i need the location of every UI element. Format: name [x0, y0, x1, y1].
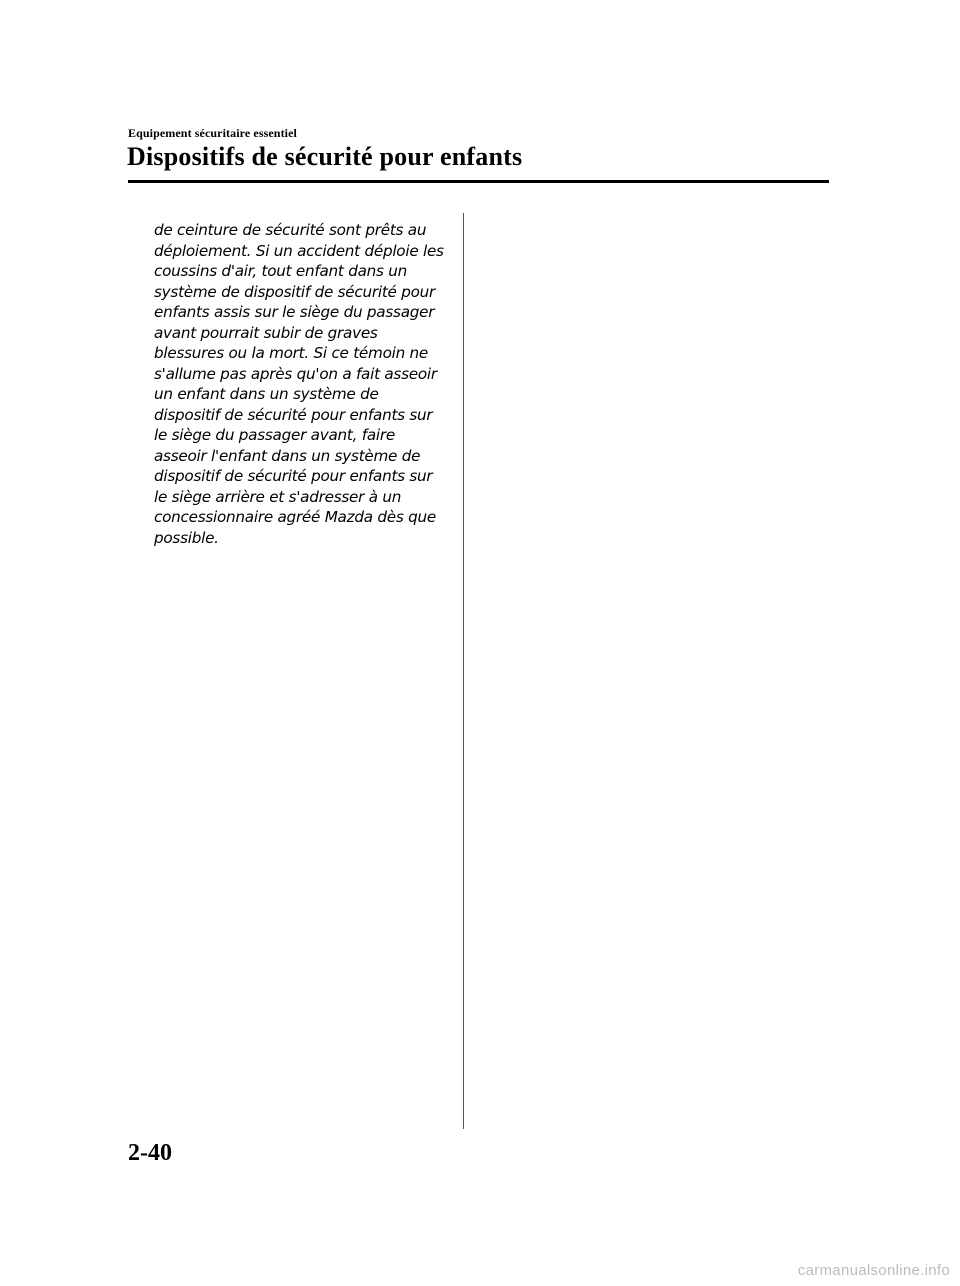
text-line: avant pourrait subir de graves — [154, 323, 378, 342]
text-line: système de dispositif de sécurité pour — [154, 282, 436, 301]
text-line: de ceinture de sécurité sont prêts au — [154, 221, 427, 239]
text-line: le siège du passager avant, faire — [154, 426, 395, 444]
page-title: Dispositifs de sécurité pour enfants — [127, 142, 523, 171]
text-line: déploiement. Si un accident déploie les — [154, 241, 444, 260]
text-line: possible. — [154, 528, 219, 547]
text-line: dispositif de sécurité pour enfants sur — [154, 467, 433, 485]
text-line: coussins d'air, tout enfant dans un — [154, 262, 408, 280]
watermark: carmanualsonline.info — [797, 1262, 950, 1279]
text-line: blessures ou la mort. Si ce témoin ne — [154, 344, 429, 362]
page-number: 2-40 — [128, 1140, 172, 1166]
column-divider — [463, 213, 464, 1129]
text-line: un enfant dans un système de — [154, 385, 379, 403]
section-label: Equipement sécuritaire essentiel — [128, 126, 297, 140]
text-line: s'allume pas après qu'on a fait asseoir — [154, 364, 437, 383]
text-line: dispositif de sécurité pour enfants sur — [154, 405, 433, 424]
text-line: concessionnaire agréé Mazda dès que — [154, 508, 436, 526]
text-line: asseoir l'enfant dans un système de — [154, 446, 421, 465]
title-rule — [128, 180, 829, 183]
text-line: enfants assis sur le siège du passager — [154, 303, 435, 321]
body-paragraph — [154, 220, 454, 548]
text-line: le siège arrière et s'adresser à un — [154, 487, 402, 506]
